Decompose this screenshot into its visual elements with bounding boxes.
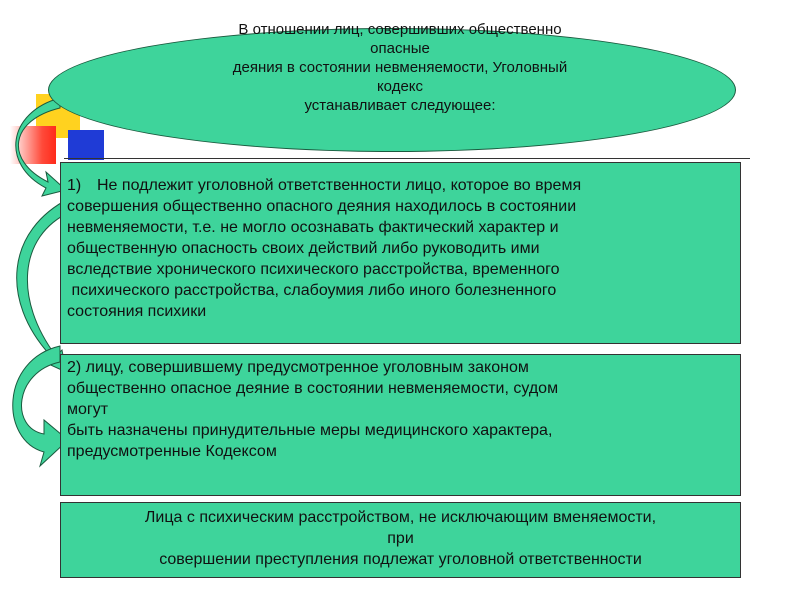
header-line: кодекс — [376, 78, 424, 95]
point1-line: вследствие хронического психического расстройства, временного — [67, 261, 560, 278]
point1-line: общественную опасность своих действий либо руководить ими — [67, 240, 540, 257]
header-text — [120, 20, 680, 115]
point2-line: могут — [67, 401, 109, 418]
header-line: опасные — [370, 40, 430, 57]
point1-line: совершения общественно опасного деяния находилось в состоянии — [67, 198, 577, 215]
point1-text: Не подлежит уголовной ответственности лицо, которое во время — [97, 177, 582, 194]
curved-arrow-top — [16, 98, 66, 196]
point1-line: психического расстройства, слабоумия либо иного болезненного — [67, 282, 557, 299]
note-box — [60, 502, 741, 578]
point2-line: быть назначены принудительные меры медицинского характера, — [67, 422, 553, 439]
header-line: деяния в состоянии невменяемости, Уголовный — [232, 59, 568, 76]
point2-line: общественно опасное деяние в состоянии невменяемости, судом — [67, 380, 559, 397]
point1-line-first — [67, 175, 734, 196]
note-line: при — [387, 530, 414, 547]
point1-box — [60, 162, 741, 344]
point1-line: невменяемости, т.е. не могло осознавать фактический характер и — [67, 219, 559, 236]
point1-line: состояния психики — [67, 303, 207, 320]
header-line: В отношении лиц, совершивших общественно — [238, 21, 562, 38]
point2-line: предусмотренные Кодексом — [67, 443, 277, 460]
point2-box — [60, 354, 741, 496]
header-line: устанавливает следующее: — [304, 97, 496, 114]
note-line: Лица с психическим расстройством, не исключающим вменяемости, — [144, 509, 657, 526]
point2-line: 2) лицу, совершившему предусмотренное уголовным законом — [67, 359, 529, 376]
point1-number: 1) — [67, 177, 82, 194]
note-line: совершении преступления подлежат уголовной ответственности — [159, 551, 642, 568]
